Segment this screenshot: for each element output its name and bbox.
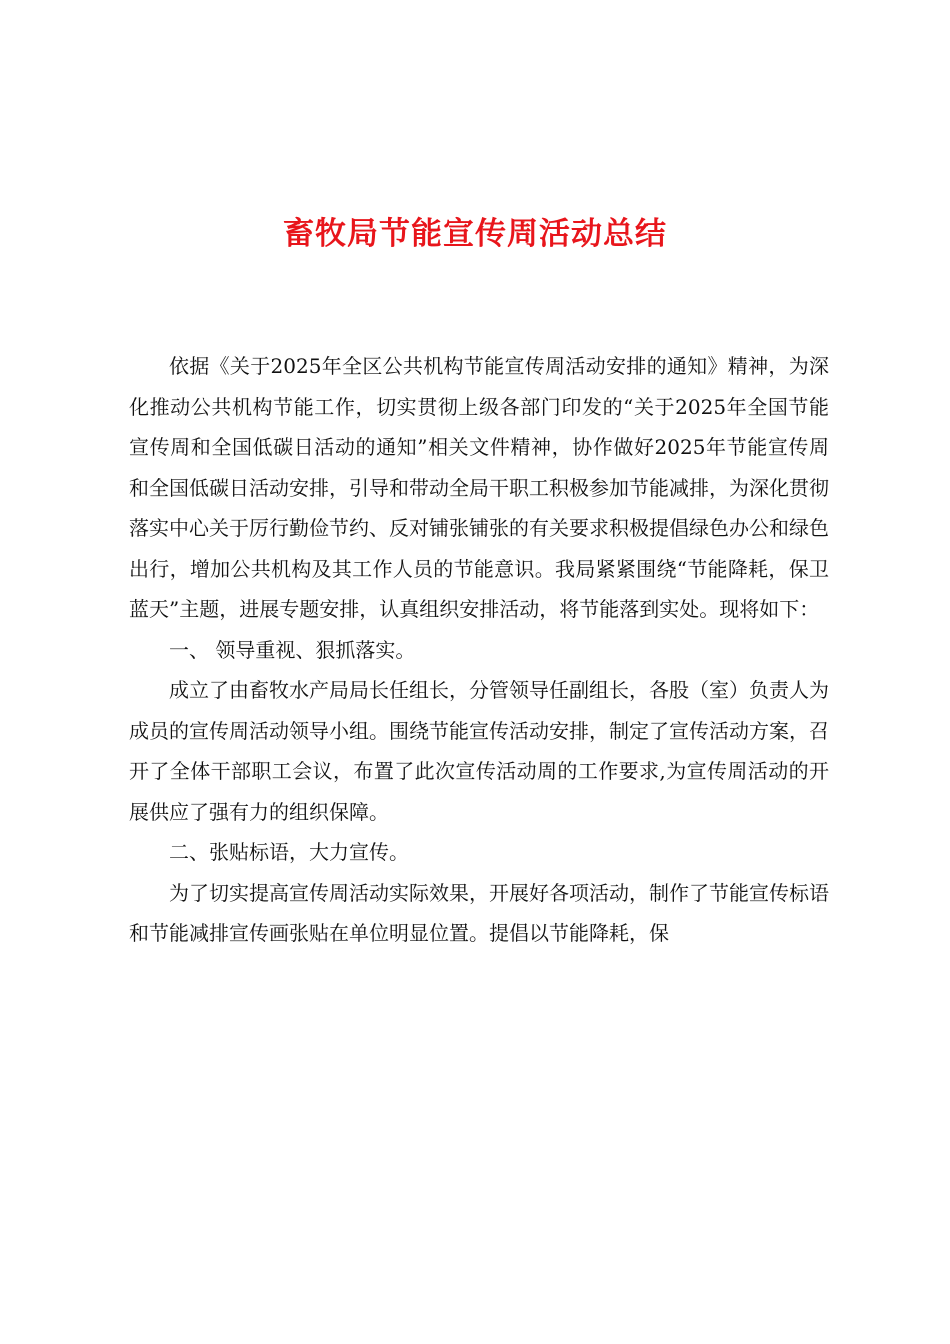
paragraph-section-2: 为了切实提高宣传周活动实际效果，开展好各项活动，制作了节能宣传标语和节能减排宣传画张贴在单位明显位置。提倡以节能降耗，保 [129,880,829,945]
paragraph-intro: 依据《关于2025年全区公共机构节能宣传周活动安排的通知》精神，为深化推动公共机构节能工作，切实贯彻上级各部门印发的“关于2025年全国节能宣传周和全国低碳日活动的通知”相关文件精神，协作做好2025年节能宣传周和全国低碳日活动安排，引导和带动全局干职工积极参加节能减排，为深化贯彻落实中心关于厉行勤俭节约、反对铺张铺张的有关要求积极提倡绿色办公和绿色出行，增加公共机构及其工作人员的节能意识。我局紧紧围绕“节能降耗，保卫蓝天”主题，进展专题安排，认真组织安排活动，将节能落到实处。现将如下： [129,354,829,621]
paragraph-section-1: 成立了由畜牧水产局局长任组长，分管领导任副组长，各股（室）负责人为成员的宣传周活动领导小组。围绕节能宣传活动安排，制定了宣传活动方案，召开了全体干部职工会议，布置了此次宣传活动周的工作要求,为宣传周活动的开展供应了强有力的组织保障。 [129,678,829,824]
document-title: 畜牧局节能宣传周活动总结 [283,216,667,252]
section-heading-2: 二、张贴标语，大力宣传。 [169,840,409,864]
document-body [129,346,829,954]
section-heading-1: 一、 领导重视、狠抓落实。 [169,637,416,662]
